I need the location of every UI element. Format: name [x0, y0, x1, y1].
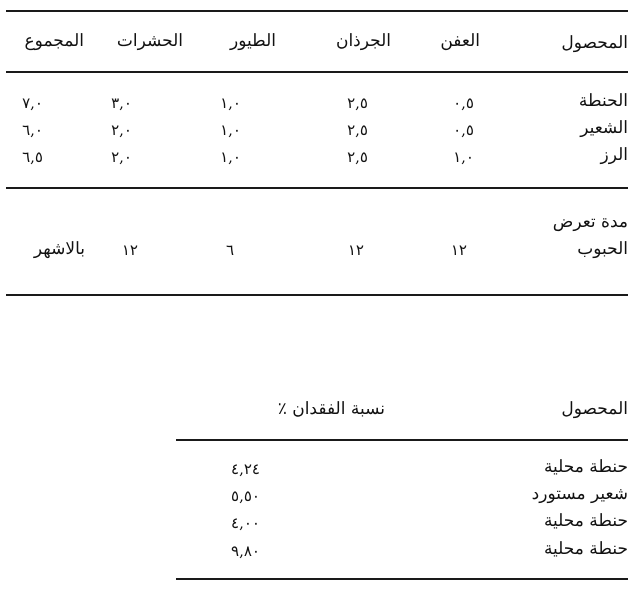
- exposure-insects: ١٢: [121, 241, 138, 259]
- exposure-label-line1: مدة تعرض: [552, 212, 628, 232]
- table2-bottom-rule: [176, 578, 628, 580]
- table2-row2-value: ٥,٥٠: [231, 487, 260, 505]
- row-rice-total: ٦,٥: [22, 148, 43, 166]
- table2-row4-value: ٩,٨٠: [231, 542, 260, 560]
- exposure-mold: ١٢: [450, 241, 467, 259]
- header-mold: العفن: [440, 31, 480, 51]
- table2-header-loss: نسبة الفقدان ٪: [277, 399, 385, 419]
- row-wheat-insects: ٣,٠: [111, 94, 132, 112]
- row-rice-rats: ٢,٥: [347, 148, 368, 166]
- table1-bottom-rule: [6, 294, 628, 296]
- row-barley-birds: ١,٠: [220, 121, 241, 139]
- header-birds: الطيور: [230, 31, 276, 51]
- table2-header-crop: المحصول: [561, 399, 628, 419]
- row-barley-crop: الشعير: [580, 118, 628, 138]
- table1-mid-rule: [6, 187, 628, 189]
- table2-row3-value: ٤,٠٠: [231, 514, 260, 532]
- exposure-unit: بالاشهر: [33, 239, 85, 259]
- header-total: المجموع: [24, 31, 84, 51]
- row-wheat-rats: ٢,٥: [347, 94, 368, 112]
- table2-row3-crop: حنطة محلية: [543, 511, 628, 531]
- row-wheat-total: ٧,٠: [22, 94, 43, 112]
- row-barley-rats: ٢,٥: [347, 121, 368, 139]
- header-insects: الحشرات: [116, 31, 183, 51]
- row-wheat-crop: الحنطة: [578, 91, 628, 111]
- row-barley-mold: ٠,٥: [453, 121, 474, 139]
- row-barley-total: ٦,٠: [22, 121, 43, 139]
- table1-header-rule: [6, 71, 628, 73]
- table2-header-rule: [176, 439, 628, 441]
- exposure-rats: ١٢: [347, 241, 364, 259]
- row-barley-insects: ٢,٠: [111, 121, 132, 139]
- row-rice-insects: ٢,٠: [111, 148, 132, 166]
- header-rats: الجرذان: [335, 31, 391, 51]
- table2-row4-crop: حنطة محلية: [543, 539, 628, 559]
- exposure-label-line2: الحبوب: [577, 239, 628, 259]
- row-wheat-birds: ١,٠: [220, 94, 241, 112]
- row-rice-birds: ١,٠: [220, 148, 241, 166]
- row-wheat-mold: ٠,٥: [453, 94, 474, 112]
- exposure-birds: ٦: [225, 241, 234, 259]
- row-rice-mold: ١,٠: [453, 148, 474, 166]
- table2-row1-crop: حنطة محلية: [543, 457, 628, 477]
- table1-top-rule: [6, 10, 628, 12]
- table2-row1-value: ٤,٢٤: [231, 460, 260, 478]
- table2-row2-crop: شعير مستورد: [531, 484, 628, 504]
- row-rice-crop: الرز: [600, 145, 628, 165]
- header-crop: المحصول: [561, 33, 628, 53]
